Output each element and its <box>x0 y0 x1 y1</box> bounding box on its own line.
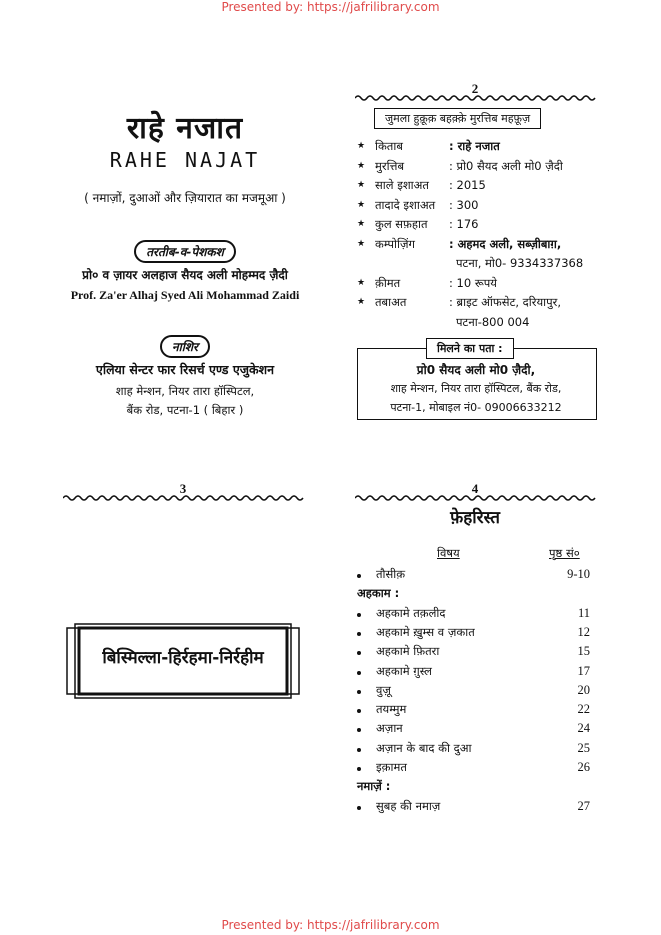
info-label: साले इशाअत <box>375 178 429 192</box>
publisher-address-1: शाह मेन्शन, नियर तारा हॉस्पिटल, <box>115 384 255 398</box>
info-value: : राहे नजात <box>449 139 500 153</box>
toc-item: अहकामे तक़लीद <box>376 605 446 620</box>
toc-page-number: 25 <box>577 740 590 755</box>
bullet-icon <box>357 690 361 694</box>
toc-item: इक़ामत <box>376 760 407 774</box>
bullet-icon <box>357 709 361 713</box>
watermark-bottom[interactable]: Presented by: https://jafrilibrary.com <box>221 918 440 932</box>
toc-section: अहकाम : <box>357 586 400 601</box>
star-icon: ★ <box>357 219 366 229</box>
info-label: तबाअत <box>375 295 407 309</box>
toc-item: अहकामे ग़ुस्ल <box>376 663 432 678</box>
address-name: प्रो0 सैयद अली मो0 ज़ैदी, <box>416 363 536 377</box>
publisher-name: एलिया सेन्टर फार रिसर्च एण्ड एजुकेशन <box>95 362 275 377</box>
star-icon: ★ <box>357 277 366 288</box>
title-hindi: राहे नजात <box>126 111 244 146</box>
info-label: मुरत्तिब <box>375 158 405 173</box>
info-value-continued: पटना, मो0- 9334337368 <box>456 256 584 270</box>
toc-page-number: 17 <box>577 663 590 678</box>
toc-page-number: 27 <box>577 798 590 813</box>
info-value: : ब्राइट ऑफसेट, दरियापुर, <box>449 295 562 309</box>
bullet-icon <box>357 748 361 752</box>
toc-heading: फ़ेहरिस्त <box>450 508 500 528</box>
toc-page-number: 11 <box>577 605 590 620</box>
page-number-3: 3 <box>179 481 187 496</box>
bullet-icon <box>357 767 361 771</box>
publisher-label: नाशिर <box>160 335 210 358</box>
bismillah-text: बिस्मिल्ला-हिर्रहमा-निर्रहीम <box>102 648 264 668</box>
wavy-divider <box>63 494 305 502</box>
watermark-top[interactable]: Presented by: https://jafrilibrary.com <box>221 0 440 14</box>
toc-col-subject: विषय <box>437 546 460 560</box>
info-value: : 176 <box>449 217 479 231</box>
wavy-divider <box>355 494 597 502</box>
toc-item: अहकामे फ़ितरा <box>376 644 440 659</box>
toc-page-number: 12 <box>577 624 590 639</box>
bullet-icon <box>357 728 361 732</box>
toc-section: नमाज़ें : <box>357 779 391 794</box>
compiled-label-wrap <box>60 240 310 263</box>
info-value-continued: पटना-800 004 <box>456 314 530 329</box>
info-label: तादादे इशाअत <box>375 197 436 212</box>
toc-item: वुज़ू <box>376 682 391 697</box>
toc-page-number: 15 <box>577 644 590 659</box>
bullet-icon <box>357 632 361 636</box>
toc-item: सुबह की नमाज़ <box>376 798 441 813</box>
toc-page-number: 22 <box>577 702 590 717</box>
star-icon: ★ <box>357 160 366 171</box>
bullet-icon <box>357 806 361 810</box>
subtitle: ( नमाज़ों, दुआओं और ज़ियारात का मजमूआ ) <box>84 191 286 205</box>
info-value: : 300 <box>449 197 479 212</box>
publisher-address-2: बैंक रोड, पटना-1 ( बिहार ) <box>126 403 244 417</box>
address-label: मिलने का पता : <box>426 338 514 359</box>
toc-col-page: पृष्ठ सं० <box>549 546 580 560</box>
bullet-icon <box>357 574 361 578</box>
star-icon: ★ <box>357 297 366 307</box>
publisher-label-wrap <box>60 335 310 358</box>
page-number-4: 4 <box>471 481 479 496</box>
bullet-icon <box>357 613 361 617</box>
toc-page-number: 9-10 <box>567 567 590 581</box>
info-label: किताब <box>375 139 403 153</box>
star-icon: ★ <box>357 238 366 249</box>
toc-item: अहकामे ख़ुम्स व ज़कात <box>376 624 475 639</box>
page-number-2: 2 <box>471 81 479 96</box>
toc-item: तौसीक़ <box>376 567 406 581</box>
author-hindi: प्रो० व ज़ायर अलहाज सैयद अली मोहम्मद ज़ैदी <box>82 268 288 282</box>
info-label: क़ीमत <box>375 275 401 290</box>
bullet-icon <box>357 671 361 675</box>
info-value: : अहमद अली, सब्ज़ीबाग़, <box>449 236 562 251</box>
author-english: Prof. Za'er Alhaj Syed Ali Mohammad Zaidi <box>70 288 300 302</box>
info-value: : प्रो0 सैयद अली मो0 ज़ैदी <box>449 158 563 173</box>
bullet-icon <box>357 651 361 655</box>
compiled-label: तरतीब-व-पेशकश <box>134 240 236 263</box>
star-icon: ★ <box>357 180 366 190</box>
rights-label: जुमला हुक़ूक़ बहक़्क़े मुरत्तिब महफ़ूज़ <box>374 108 541 129</box>
info-value: : 10 रूपये <box>449 275 497 290</box>
star-icon: ★ <box>357 141 366 151</box>
title-english: RAHE NAJAT <box>109 148 261 172</box>
toc-page-number: 26 <box>577 760 590 774</box>
toc-item: अज़ान के बाद की दुआ <box>376 740 472 755</box>
toc-page-number: 24 <box>577 721 590 736</box>
star-icon: ★ <box>357 199 366 210</box>
info-label: कम्पोज़िंग <box>375 236 415 251</box>
address-line-2: पटना-1, मोबाइल नं0- 09006633212 <box>390 401 562 414</box>
info-value: : 2015 <box>449 178 486 192</box>
toc-page-number: 20 <box>577 682 590 697</box>
info-label: कुल सफ़हात <box>375 217 428 231</box>
toc-item: अज़ान <box>376 721 403 736</box>
address-line-1: शाह मेन्शन, नियर तारा हॉस्पिटल, बैंक रोड, <box>390 382 562 395</box>
wavy-divider <box>355 94 597 102</box>
toc-item: तयम्मुम <box>376 702 407 717</box>
